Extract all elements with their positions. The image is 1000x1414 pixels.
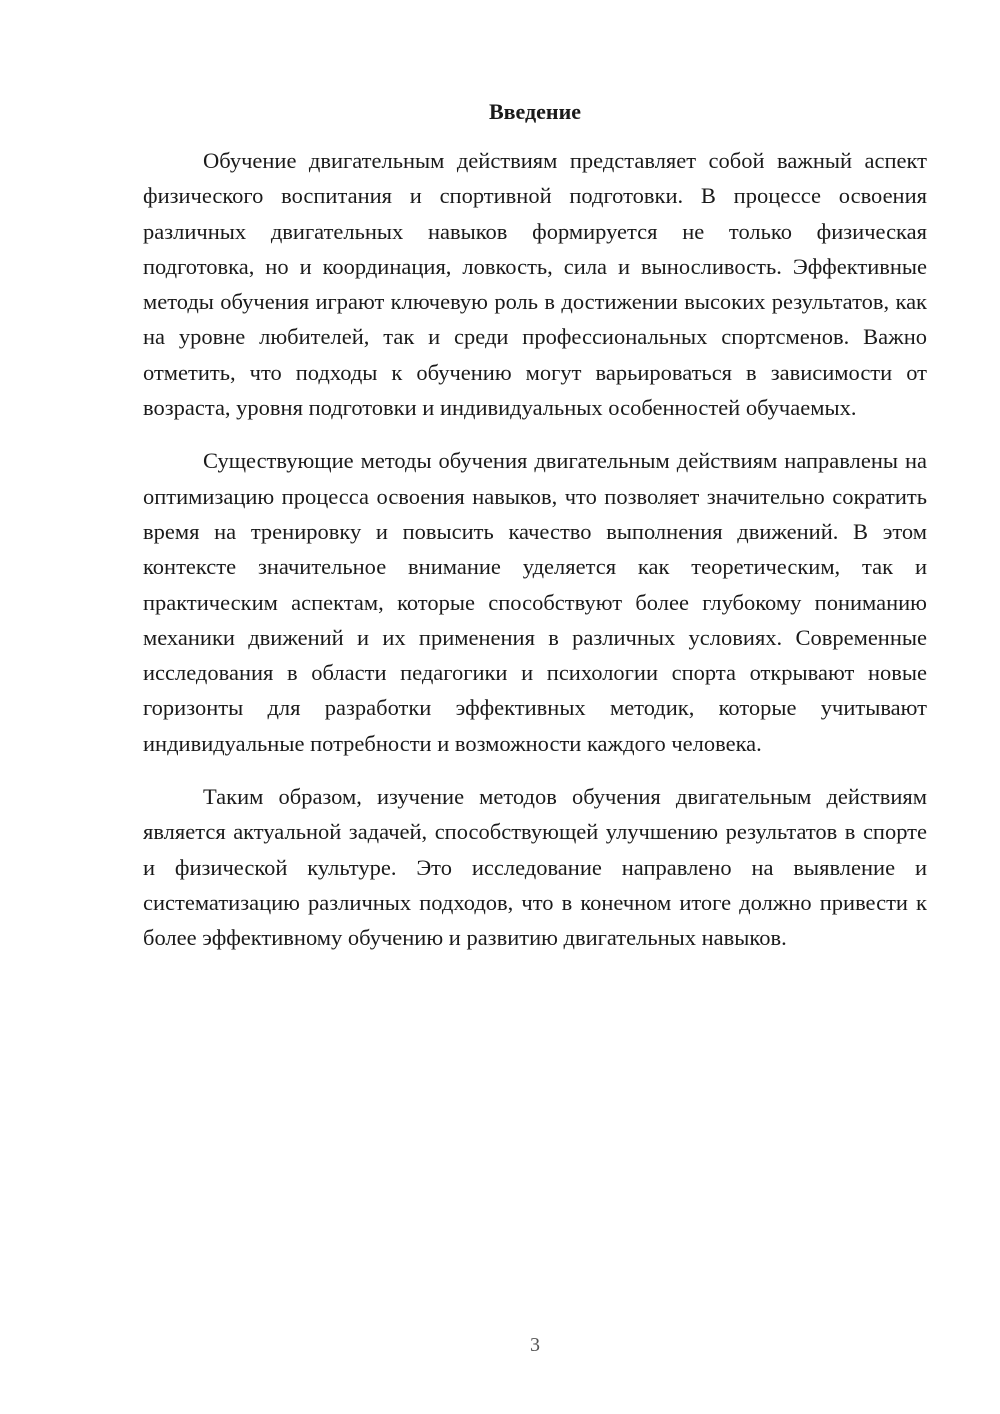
paragraph-1: Обучение двигательным действиям представляет собой важный аспект физического воспитания и спортивной подготовки. В процессе освоения различных двигательных навыков формируется не только физическая подготовка, но и координация, ловкость, сила и выносливость. Эффективные методы обучения играют ключевую роль в достижении высоких результатов, как на уровне любителей, так и среди профессиональных спортсменов. Важно отметить, что подходы к обучению могут варьироваться в зависимости от возраста, уровня подготовки и индивидуальных особенностей обучаемых. — [143, 148, 927, 421]
paragraph-3: Таким образом, изучение методов обучения двигательным действиям является актуальной задачей, способствующей улучшению результатов в спорте и физической культуре. Это исследование направлено на выявление и систематизацию различных подходов, что в конечном итоге должно привести к более эффективному обучению и развитию двигательных навыков. — [143, 784, 927, 951]
page-number: 3 — [530, 1334, 540, 1356]
document-body — [143, 143, 927, 956]
paragraph-2: Существующие методы обучения двигательным действиям направлены на оптимизацию процесса освоения навыков, что позволяет значительно сократить время на тренировку и повысить качество выполнения движений. В этом контексте значительное внимание уделяется как теоретическим, так и практическим аспектам, которые способствуют более глубокому пониманию механики движений и их применения в различных условиях. Современные исследования в области педагогики и психологии спорта открывают новые горизонты для разработки эффективных методик, которые учитывают индивидуальные потребности и возможности каждого человека. — [143, 448, 927, 756]
page-title: Введение — [488, 99, 582, 124]
